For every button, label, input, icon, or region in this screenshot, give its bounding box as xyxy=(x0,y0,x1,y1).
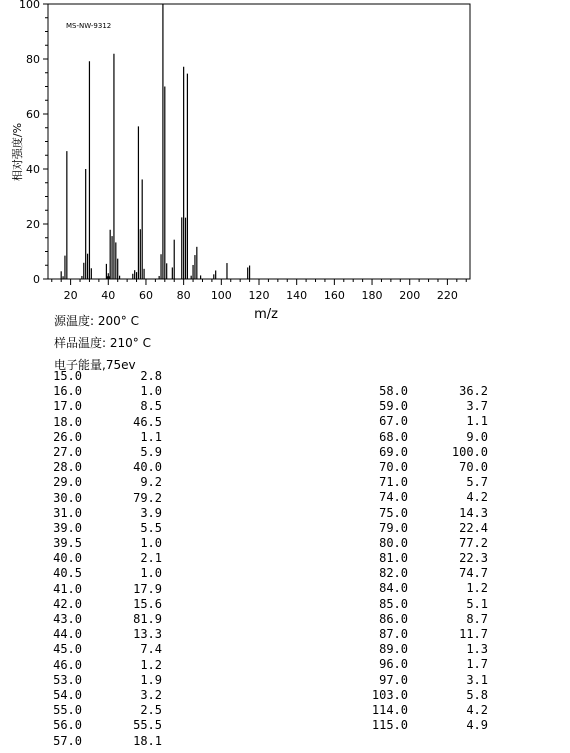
peak-abundance: 46.5 xyxy=(133,414,162,429)
peak-abundance: 3.2 xyxy=(140,687,162,702)
peak-abundance: 14.3 xyxy=(459,505,488,520)
peak-abundance: 1.0 xyxy=(140,566,162,581)
peak-abundance: 1.0 xyxy=(140,384,162,399)
peak-row xyxy=(368,521,488,536)
y-tick-label: 20 xyxy=(26,218,40,231)
plot-border xyxy=(48,4,470,279)
peak-mz: 31.0 xyxy=(53,505,82,520)
peak-row xyxy=(42,445,162,460)
peak-row xyxy=(42,551,162,566)
peak-mz: 40.0 xyxy=(53,551,82,566)
peak-mz: 41.0 xyxy=(53,581,82,596)
peak-abundance: 13.3 xyxy=(133,627,162,642)
peak-abundance: 74.7 xyxy=(459,566,488,581)
peak-abundance: 1.3 xyxy=(466,642,488,657)
peak-abundance: 1.9 xyxy=(140,672,162,687)
peak-mz: 85.0 xyxy=(379,596,408,611)
peak-row xyxy=(42,475,162,490)
peak-row xyxy=(368,536,488,551)
peak-row xyxy=(42,658,162,673)
peak-mz: 84.0 xyxy=(379,581,408,596)
peak-abundance: 8.7 xyxy=(466,611,488,626)
peak-row xyxy=(368,718,488,733)
peak-mz: 96.0 xyxy=(379,657,408,672)
peak-abundance: 2.5 xyxy=(140,703,162,718)
x-tick-label: 40 xyxy=(101,289,116,302)
peak-mz: 82.0 xyxy=(379,566,408,581)
y-axis-label-group xyxy=(10,123,24,181)
peak-row xyxy=(42,506,162,521)
peak-abundance: 1.2 xyxy=(140,657,162,672)
peak-mz: 57.0 xyxy=(53,733,82,748)
peak-row xyxy=(368,430,488,445)
peak-row xyxy=(42,460,162,475)
peak-abundance: 5.8 xyxy=(466,687,488,702)
peak-row xyxy=(42,703,162,718)
peak-abundance: 9.2 xyxy=(140,475,162,490)
peak-abundance: 1.0 xyxy=(140,536,162,551)
peak-mz: 115.0 xyxy=(371,718,408,733)
peak-row xyxy=(368,445,488,460)
source-temperature: 源温度: 200° C xyxy=(54,314,139,328)
mass-spectrum-chart xyxy=(0,0,570,330)
peak-abundance: 15.6 xyxy=(133,596,162,611)
peak-mz: 17.0 xyxy=(53,399,82,414)
peak-row xyxy=(368,506,488,521)
peak-row xyxy=(368,612,488,627)
peak-row xyxy=(368,414,488,429)
peak-mz: 79.0 xyxy=(379,520,408,535)
peak-abundance: 18.1 xyxy=(133,733,162,748)
peak-abundance: 7.4 xyxy=(140,642,162,657)
y-tick-label: 40 xyxy=(26,163,40,176)
peak-mz: 58.0 xyxy=(379,384,408,398)
x-tick-label: 100 xyxy=(210,289,232,302)
peak-mz: 43.0 xyxy=(53,612,82,626)
peak-abundance: 4.9 xyxy=(466,718,488,733)
peak-mz: 54.0 xyxy=(53,687,82,702)
peak-mz: 69.0 xyxy=(379,444,408,459)
peak-table-right xyxy=(368,384,488,733)
peak-mz: 28.0 xyxy=(53,460,82,475)
y-tick-label: 80 xyxy=(26,53,40,66)
peak-row xyxy=(368,460,488,475)
peak-abundance: 36.2 xyxy=(459,384,488,398)
peak-abundance: 5.1 xyxy=(466,596,488,611)
peak-row xyxy=(42,582,162,597)
peak-row xyxy=(368,688,488,703)
peak-row xyxy=(42,612,162,627)
peak-row xyxy=(368,551,488,566)
peak-row xyxy=(42,673,162,688)
peak-mz: 29.0 xyxy=(53,475,82,490)
peak-abundance: 9.0 xyxy=(466,429,488,444)
peak-abundance: 1.2 xyxy=(466,581,488,596)
peak-abundance: 1.7 xyxy=(466,657,488,672)
peak-abundance: 11.7 xyxy=(459,627,488,641)
peak-mz: 71.0 xyxy=(379,475,408,490)
peak-row xyxy=(42,688,162,703)
peak-row xyxy=(42,430,162,445)
peak-mz: 97.0 xyxy=(379,672,408,687)
peak-abundance: 70.0 xyxy=(459,459,488,474)
peak-abundance: 77.2 xyxy=(459,535,488,550)
peak-row xyxy=(42,597,162,612)
peak-mz: 27.0 xyxy=(53,444,82,459)
peak-mz: 59.0 xyxy=(379,399,408,414)
peak-row xyxy=(368,597,488,612)
peak-row xyxy=(368,642,488,657)
peak-row xyxy=(42,734,162,749)
peak-row xyxy=(368,566,488,581)
peak-abundance: 17.9 xyxy=(133,581,162,596)
peak-mz: 87.0 xyxy=(379,627,408,641)
peak-abundance: 1.1 xyxy=(466,414,488,429)
peak-row xyxy=(368,475,488,490)
peak-mz: 81.0 xyxy=(379,551,408,566)
plot-frame xyxy=(48,4,470,279)
peak-mz: 39.5 xyxy=(53,536,82,551)
peak-row xyxy=(42,521,162,536)
peak-row xyxy=(368,657,488,672)
peak-mz: 67.0 xyxy=(379,414,408,429)
x-tick-label: 80 xyxy=(176,289,191,302)
x-tick-label: 120 xyxy=(248,289,270,302)
peak-row xyxy=(42,384,162,399)
x-tick-label: 200 xyxy=(399,289,421,302)
peak-abundance: 3.9 xyxy=(140,505,162,520)
x-tick-label: 140 xyxy=(286,289,308,302)
peak-row xyxy=(368,703,488,718)
peak-table-left xyxy=(42,369,162,749)
peak-row xyxy=(368,399,488,414)
peak-mz: 68.0 xyxy=(379,429,408,444)
peak-mz: 53.0 xyxy=(53,672,82,687)
y-tick-label: 100 xyxy=(19,0,40,11)
sample-temperature: 样品温度: 210° C xyxy=(54,336,151,350)
peak-row xyxy=(42,399,162,414)
peak-mz: 18.0 xyxy=(53,414,82,429)
x-tick-label: 180 xyxy=(361,289,383,302)
peak-row xyxy=(42,415,162,430)
peak-mz: 70.0 xyxy=(379,459,408,474)
y-axis-label: 相对强度/% xyxy=(11,122,24,182)
peak-abundance: 81.9 xyxy=(133,612,162,626)
peak-mz: 86.0 xyxy=(379,611,408,626)
peak-mz: 26.0 xyxy=(53,429,82,444)
peak-row xyxy=(368,490,488,505)
x-tick-label: 160 xyxy=(323,289,345,302)
electron-energy: 电子能量,75ev xyxy=(54,358,136,372)
peak-row xyxy=(42,566,162,581)
peak-mz: 89.0 xyxy=(379,642,408,657)
peak-abundance: 8.5 xyxy=(140,399,162,414)
peak-abundance: 3.7 xyxy=(466,399,488,414)
peak-row xyxy=(368,581,488,596)
peak-abundance: 1.1 xyxy=(140,429,162,444)
x-axis-label: m/z xyxy=(254,307,278,322)
peak-abundance: 5.9 xyxy=(140,444,162,459)
peak-mz: 42.0 xyxy=(53,596,82,611)
peak-abundance: 4.2 xyxy=(466,702,488,717)
peak-abundance: 5.7 xyxy=(466,475,488,490)
peak-row xyxy=(42,369,162,384)
peak-row xyxy=(42,627,162,642)
peak-mz: 74.0 xyxy=(379,490,408,505)
peak-row xyxy=(368,627,488,642)
x-axis xyxy=(52,279,466,302)
y-tick-label: 60 xyxy=(26,108,40,121)
peak-mz: 103.0 xyxy=(371,687,408,702)
x-tick-label: 220 xyxy=(436,289,458,302)
peak-mz: 30.0 xyxy=(53,490,82,505)
peak-abundance: 4.2 xyxy=(466,490,488,505)
peak-mz: 80.0 xyxy=(379,535,408,550)
peak-abundance: 5.5 xyxy=(140,520,162,535)
peak-mz: 16.0 xyxy=(53,384,82,399)
peak-mz: 44.0 xyxy=(53,627,82,642)
peak-row xyxy=(42,491,162,506)
peak-row xyxy=(42,718,162,733)
peak-abundance: 100.0 xyxy=(451,444,488,459)
peak-mz: 114.0 xyxy=(371,702,408,717)
peak-abundance: 2.8 xyxy=(140,369,162,383)
peak-mz: 15.0 xyxy=(53,369,82,383)
peak-row xyxy=(42,642,162,657)
peak-abundance: 79.2 xyxy=(133,490,162,505)
peak-abundance: 2.1 xyxy=(140,551,162,566)
peak-row xyxy=(368,673,488,688)
peak-mz: 46.0 xyxy=(53,657,82,672)
peak-abundance: 40.0 xyxy=(133,460,162,475)
peak-lines xyxy=(61,4,249,279)
peak-row xyxy=(368,384,488,399)
x-tick-label: 20 xyxy=(63,289,78,302)
spectrum-id-label: MS-NW-9312 xyxy=(66,22,112,30)
x-tick-label: 60 xyxy=(138,289,153,302)
peak-mz: 40.5 xyxy=(53,566,82,581)
peak-mz: 55.0 xyxy=(53,703,82,718)
peak-mz: 39.0 xyxy=(53,520,82,535)
peak-mz: 45.0 xyxy=(53,642,82,657)
y-tick-label: 0 xyxy=(33,273,40,286)
peak-mz: 56.0 xyxy=(53,718,82,733)
peak-abundance: 22.4 xyxy=(459,520,488,535)
peak-abundance: 22.3 xyxy=(459,551,488,566)
peak-abundance: 55.5 xyxy=(133,718,162,733)
peak-row xyxy=(42,536,162,551)
peak-abundance: 3.1 xyxy=(466,672,488,687)
peak-mz: 75.0 xyxy=(379,505,408,520)
